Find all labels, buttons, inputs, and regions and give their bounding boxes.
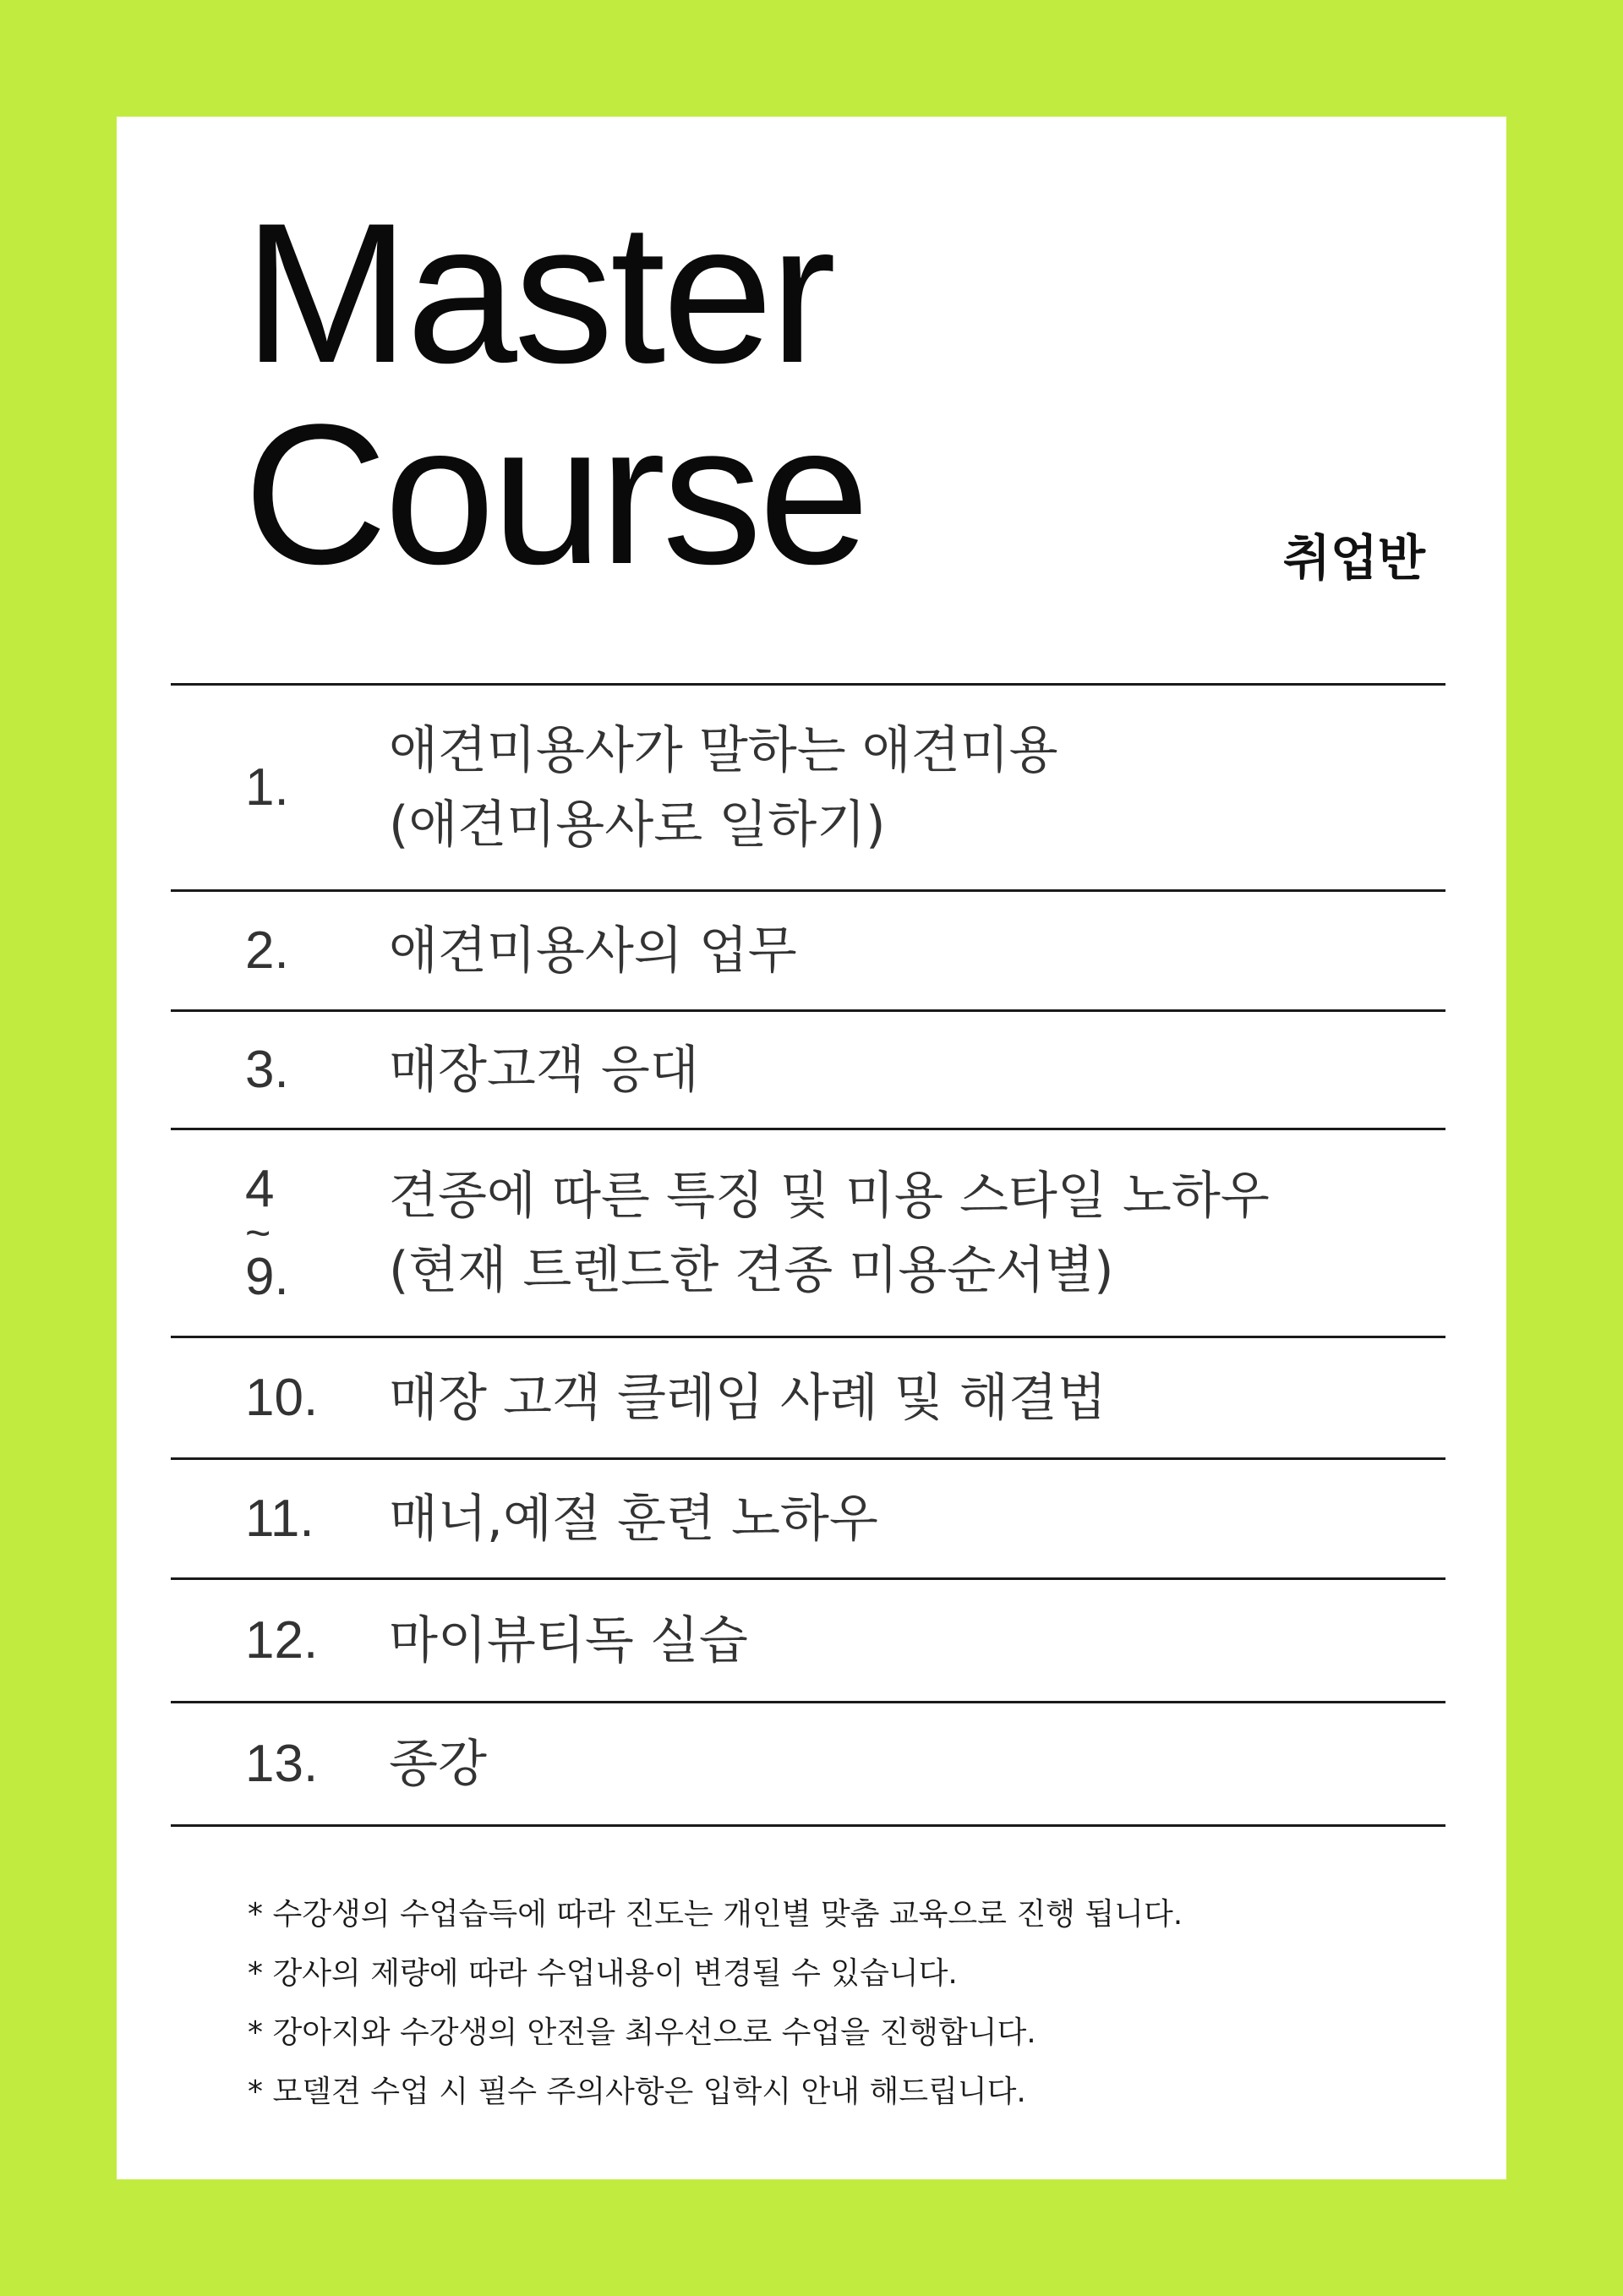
curriculum-row	[171, 1580, 1445, 1703]
range-start: 4	[245, 1159, 275, 1218]
item-topic	[389, 1361, 1107, 1435]
item-number: 11.	[245, 1490, 314, 1548]
topic-line: (애견미용사로 일하기)	[389, 795, 886, 855]
range-separator: ~	[245, 1208, 271, 1258]
curriculum-row	[171, 1338, 1445, 1460]
topic-line: 종강	[389, 1734, 487, 1794]
item-number-range	[171, 1159, 389, 1306]
curriculum-row	[171, 1703, 1445, 1827]
item-number: 3.	[245, 1041, 289, 1099]
topic-line: 매장고객 응대	[389, 1040, 699, 1100]
item-number: 2.	[245, 921, 289, 980]
item-number: 1.	[245, 758, 289, 817]
note-item: * 모델견 수업 시 필수 주의사항은 입학시 안내 해드립니다.	[248, 2075, 1026, 2109]
topic-line: 견종에 따른 특징 및 미용 스타일 노하우	[389, 1166, 1270, 1226]
topic-line: 매장 고객 클레임 사례 및 해결법	[389, 1368, 1107, 1428]
page-title	[243, 182, 866, 606]
curriculum-row	[171, 1460, 1445, 1580]
item-topic	[389, 1482, 878, 1556]
topic-line: 마이뷰티독 실습	[389, 1610, 748, 1670]
curriculum-row	[171, 1130, 1445, 1338]
item-topic	[389, 914, 797, 988]
item-number: 13.	[245, 1735, 319, 1793]
item-number: 10.	[245, 1369, 319, 1427]
notes-list	[248, 1885, 1183, 2122]
topic-line: 매너,예절 훈련 노하우	[389, 1489, 878, 1549]
topic-line: 애견미용사가 말하는 애견미용	[389, 720, 1058, 780]
curriculum-row	[171, 892, 1445, 1012]
title-line-1: Master	[243, 182, 833, 405]
curriculum-list	[171, 683, 1445, 1827]
note-item: * 강사의 제량에 따라 수업내용이 변경될 수 있습니다.	[248, 1956, 958, 1991]
topic-line: 애견미용사의 업무	[389, 921, 797, 981]
note-item: * 수강생의 수업습득에 따라 진도는 개인별 맞춤 교육으로 진행 됩니다.	[248, 1897, 1183, 1932]
title-line-2: Course	[243, 383, 866, 606]
curriculum-row	[171, 686, 1445, 892]
item-topic	[389, 1159, 1270, 1308]
course-card	[117, 117, 1506, 2179]
note-item: * 강아지와 수강생의 안전을 최우선으로 수업을 진행합니다.	[248, 2015, 1036, 2050]
item-topic	[389, 1727, 487, 1801]
range-end: 9.	[245, 1247, 289, 1306]
item-number: 12.	[245, 1611, 319, 1670]
course-subtitle: 취업반	[1282, 529, 1425, 587]
topic-line: (현재 트렌드한 견종 미용순서별)	[389, 1240, 1114, 1300]
item-topic	[389, 1033, 699, 1107]
curriculum-row	[171, 1012, 1445, 1130]
item-topic	[389, 1604, 748, 1678]
item-topic	[389, 713, 1058, 862]
